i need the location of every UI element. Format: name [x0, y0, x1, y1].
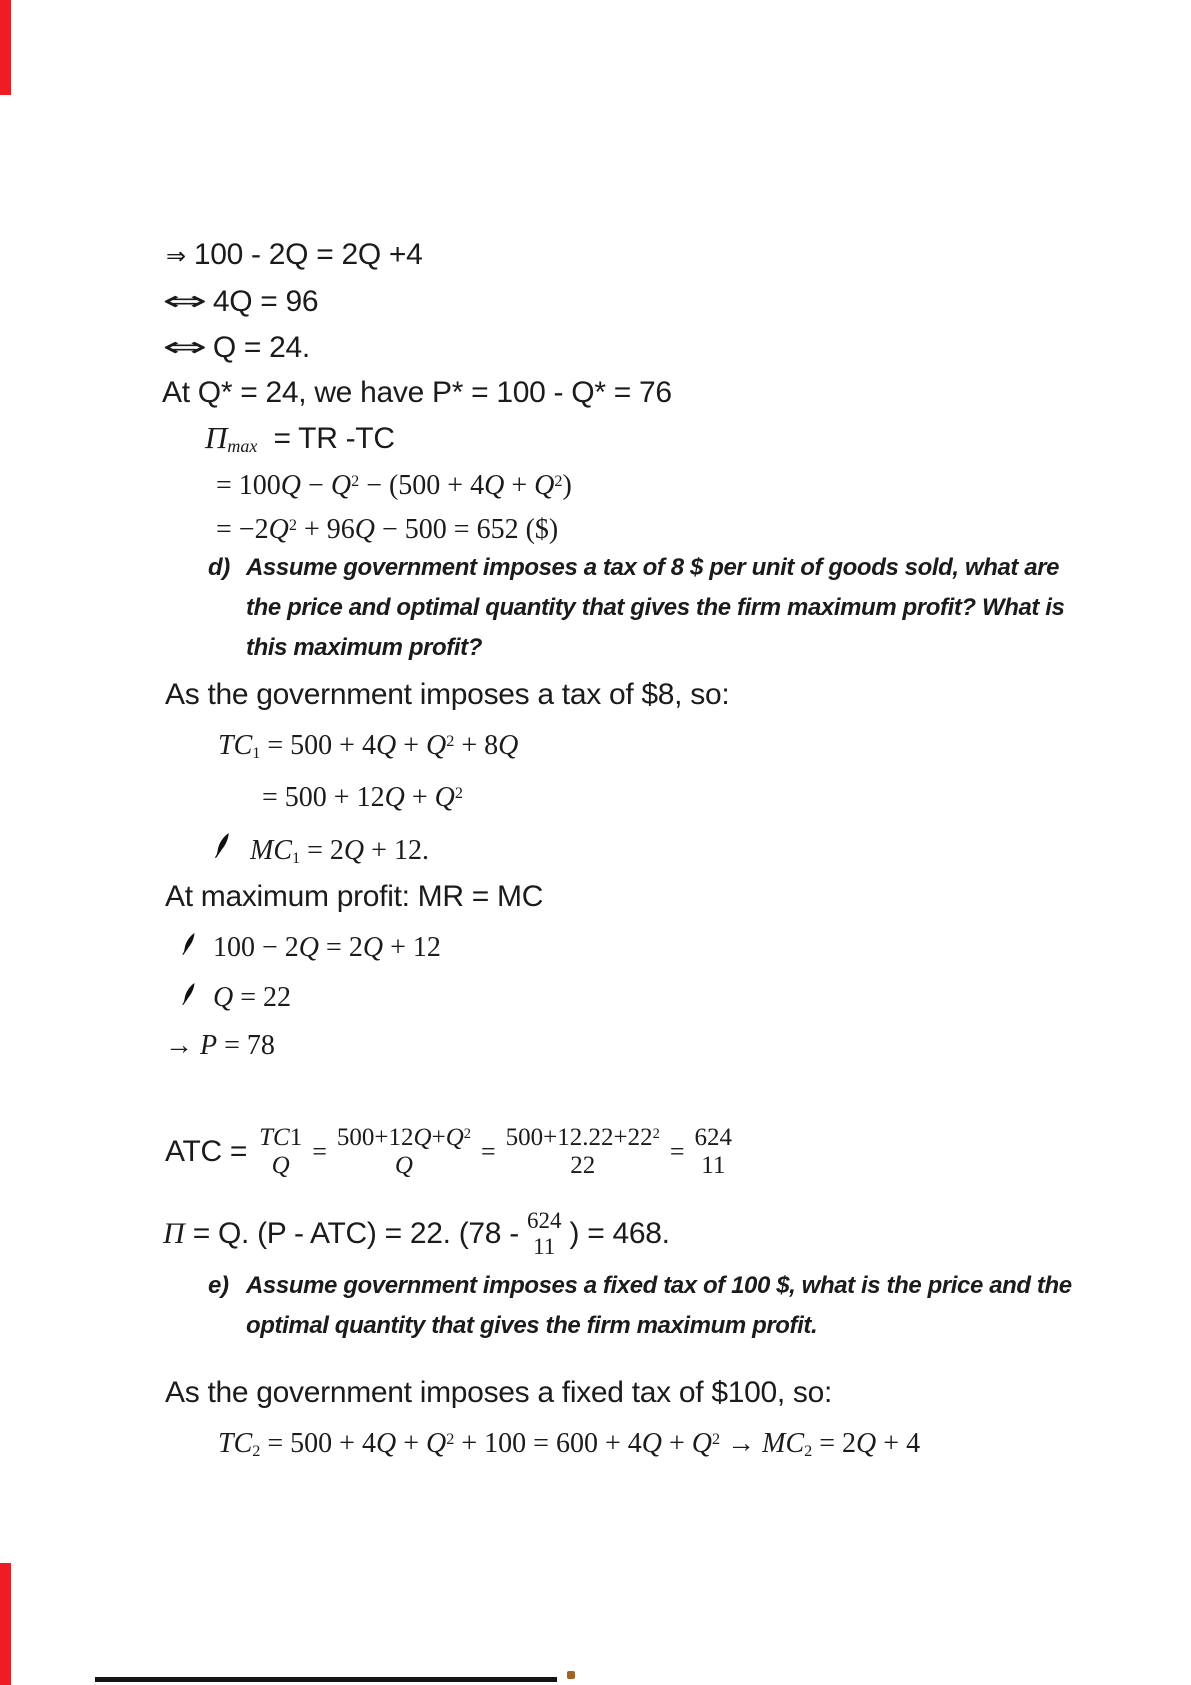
math-superscript: 2	[554, 471, 563, 490]
math-run: = −2	[216, 514, 269, 545]
math-run: +	[396, 730, 426, 761]
pi-symbol: Π	[205, 420, 228, 455]
change-bar-top	[0, 0, 11, 95]
math-run: Q	[354, 514, 375, 545]
math-run: = 2	[319, 932, 363, 963]
math-run: +	[396, 1428, 426, 1459]
math-run: Q	[426, 730, 447, 761]
equals-sign: =	[481, 1137, 496, 1166]
math-run: 1	[289, 1124, 303, 1151]
math-subscript: 1	[292, 848, 301, 867]
mc1-equation	[212, 832, 429, 867]
fraction-denominator: 11	[533, 1234, 556, 1259]
math-run: Q	[280, 470, 302, 501]
equation-text: 4Q = 96	[212, 285, 319, 318]
quill-icon	[212, 832, 232, 867]
math-run: 100 − 2	[213, 932, 299, 963]
question-text: the price and optimal quantity that gives the firm maximum profit? What is	[246, 594, 1065, 621]
statement-text: At maximum profit: MR = MC	[165, 880, 544, 913]
pi-subscript: max	[227, 435, 258, 456]
equation-text: ) = 468.	[561, 1217, 670, 1250]
math-run: + 4	[876, 1428, 921, 1459]
math-superscript: 2	[463, 1125, 471, 1142]
math-run: = 2	[812, 1428, 857, 1459]
math-run: Q	[856, 1428, 877, 1459]
equation-q24	[162, 330, 310, 365]
question-text: Assume government imposes a tax of 8 $ per unit of goods sold, what are	[246, 554, 1060, 581]
atc-equation	[165, 1112, 732, 1192]
equals-sign: =	[312, 1137, 327, 1166]
math-run: TC	[218, 730, 253, 761]
question-text: optimal quantity that gives the firm maximum profit.	[246, 1312, 818, 1339]
math-run: Q	[484, 470, 505, 501]
fraction-numerator: 624	[694, 1124, 733, 1151]
statement-text: At Q* = 24, we have P* = 100 - Q* = 76	[162, 376, 672, 409]
mr-mc-equation	[180, 932, 441, 964]
max-profit-condition	[165, 880, 543, 914]
atc-lhs: ATC =	[165, 1135, 248, 1168]
fraction-expanded-q	[337, 1124, 471, 1180]
item-marker: d)	[208, 554, 230, 581]
answer-e-intro	[165, 1376, 832, 1410]
math-run: + 12.	[364, 835, 429, 866]
math-run: = 2	[300, 835, 344, 866]
statement-text: As the government imposes a tax of $8, so:	[165, 678, 730, 711]
math-superscript: 2	[446, 731, 455, 750]
math-run: 500+12.22+22	[505, 1124, 653, 1151]
tc2-equation	[218, 1428, 920, 1460]
math-run: Q	[445, 1124, 464, 1151]
profit-final-equation	[163, 1196, 670, 1272]
math-run: = 500 + 12	[262, 782, 385, 813]
math-run: +	[404, 782, 435, 813]
math-run: = 500 + 4	[260, 730, 376, 761]
equation-text: = TR -TC	[257, 422, 395, 455]
math-run: = 22	[233, 982, 292, 1013]
answer-d-intro	[165, 678, 729, 712]
math-run: = 500 + 4	[260, 1428, 376, 1459]
math-run: Q	[298, 932, 320, 963]
tc1-equation	[218, 730, 518, 762]
profit-result	[216, 514, 558, 546]
math-run: TC	[259, 1124, 290, 1151]
math-run: Q	[213, 982, 234, 1013]
iff-arrow-icon: ⇔	[162, 331, 207, 364]
equation-4q	[162, 284, 318, 319]
math-run: − 500 = 652 ($)	[374, 514, 559, 545]
pi-symbol: Π	[163, 1217, 185, 1250]
math-run: Q	[375, 1428, 397, 1459]
arrow-right-icon: →	[165, 1030, 200, 1061]
math-run: )	[562, 470, 572, 501]
iff-arrow-icon: ⇔	[162, 285, 207, 318]
math-run: = 100	[216, 470, 281, 501]
fraction-denominator: Q	[271, 1152, 290, 1179]
fraction-tc1-q	[259, 1124, 302, 1180]
math-run: Q	[330, 470, 352, 501]
math-run: − (500 + 4	[359, 470, 485, 501]
equation-mr-mc	[166, 238, 423, 272]
math-superscript: 2	[446, 1429, 455, 1448]
question-text: this maximum profit?	[246, 634, 483, 661]
fraction-denominator: 22	[570, 1152, 596, 1179]
math-run: +	[661, 1428, 692, 1459]
math-subscript: 2	[804, 1441, 813, 1460]
equation-text: Q = 24.	[212, 331, 310, 364]
fraction-624-11	[527, 1208, 562, 1260]
math-run: Q	[343, 835, 365, 866]
item-d-marker	[208, 554, 230, 582]
math-run: +	[431, 1124, 446, 1151]
math-superscript: 2	[351, 471, 360, 490]
item-d-line3	[246, 634, 482, 662]
math-run: Q	[362, 932, 384, 963]
math-run: = 78	[217, 1030, 275, 1061]
implies-arrow-icon: ⇒	[166, 242, 186, 270]
math-run: Q	[268, 514, 289, 545]
math-run: 500+12	[336, 1124, 414, 1151]
math-run: + 100 = 600 + 4	[454, 1428, 642, 1459]
equals-sign: =	[669, 1137, 685, 1166]
math-run: + 12	[383, 932, 441, 963]
quill-icon	[180, 982, 197, 1014]
bottom-dot-mark	[567, 1671, 575, 1679]
math-run: Q	[641, 1428, 662, 1459]
quill-icon	[180, 932, 197, 964]
equation-text: = Q. (P - ATC) = 22. (78 -	[184, 1217, 527, 1250]
equation-text: 100 - 2Q = 2Q +4	[185, 238, 423, 271]
fraction-denominator: Q	[394, 1152, 413, 1179]
profit-expansion	[216, 470, 572, 502]
math-run: MC	[762, 1428, 805, 1459]
fraction-numerator: 624	[526, 1208, 562, 1234]
q-solution	[180, 982, 291, 1014]
fraction-denominator: 11	[701, 1152, 726, 1179]
math-run: P	[200, 1030, 218, 1061]
math-run: Q	[413, 1124, 432, 1151]
p-solution	[165, 1030, 275, 1062]
item-e-line2	[246, 1312, 817, 1340]
profit-definition	[205, 420, 395, 456]
math-run: + 96	[296, 514, 355, 545]
math-run: + 8	[454, 730, 499, 761]
page-bottom-rule	[95, 1677, 557, 1682]
math-run: Q	[534, 470, 555, 501]
fraction-numerator	[259, 1124, 302, 1152]
math-run: −	[301, 470, 331, 501]
math-run: Q	[384, 782, 405, 813]
statement-optimal-q	[162, 376, 672, 410]
item-e-marker	[208, 1272, 229, 1300]
math-run: Q	[375, 730, 397, 761]
math-run: Q	[434, 782, 455, 813]
item-d-line1	[246, 554, 1059, 582]
question-text: Assume government imposes a fixed tax of 100 $, what is the price and the	[246, 1272, 1072, 1299]
math-run: TC	[218, 1428, 253, 1459]
math-superscript: 2	[454, 783, 463, 802]
fraction-numerator	[337, 1124, 471, 1152]
math-run: Q	[426, 1428, 447, 1459]
math-run: Q	[498, 730, 519, 761]
math-superscript: 2	[652, 1125, 660, 1142]
item-d-line2	[246, 594, 1065, 622]
fraction-numerator	[506, 1124, 660, 1152]
math-subscript: 2	[252, 1441, 261, 1460]
item-e-line1	[246, 1272, 1072, 1300]
arrow-right-icon: →	[720, 1428, 763, 1459]
tc1-simplified	[262, 782, 463, 814]
math-run: Q	[691, 1428, 712, 1459]
math-superscript: 2	[712, 1429, 721, 1448]
math-run: MC	[250, 835, 292, 866]
fraction-624-11	[695, 1124, 733, 1180]
fraction-numeric	[506, 1124, 660, 1180]
math-superscript: 2	[288, 515, 297, 534]
change-bar-bottom	[0, 1563, 11, 1685]
math-run: +	[504, 470, 535, 501]
item-marker: e)	[208, 1272, 229, 1299]
statement-text: As the government imposes a fixed tax of $100, so:	[165, 1376, 833, 1409]
math-subscript: 1	[252, 743, 261, 762]
